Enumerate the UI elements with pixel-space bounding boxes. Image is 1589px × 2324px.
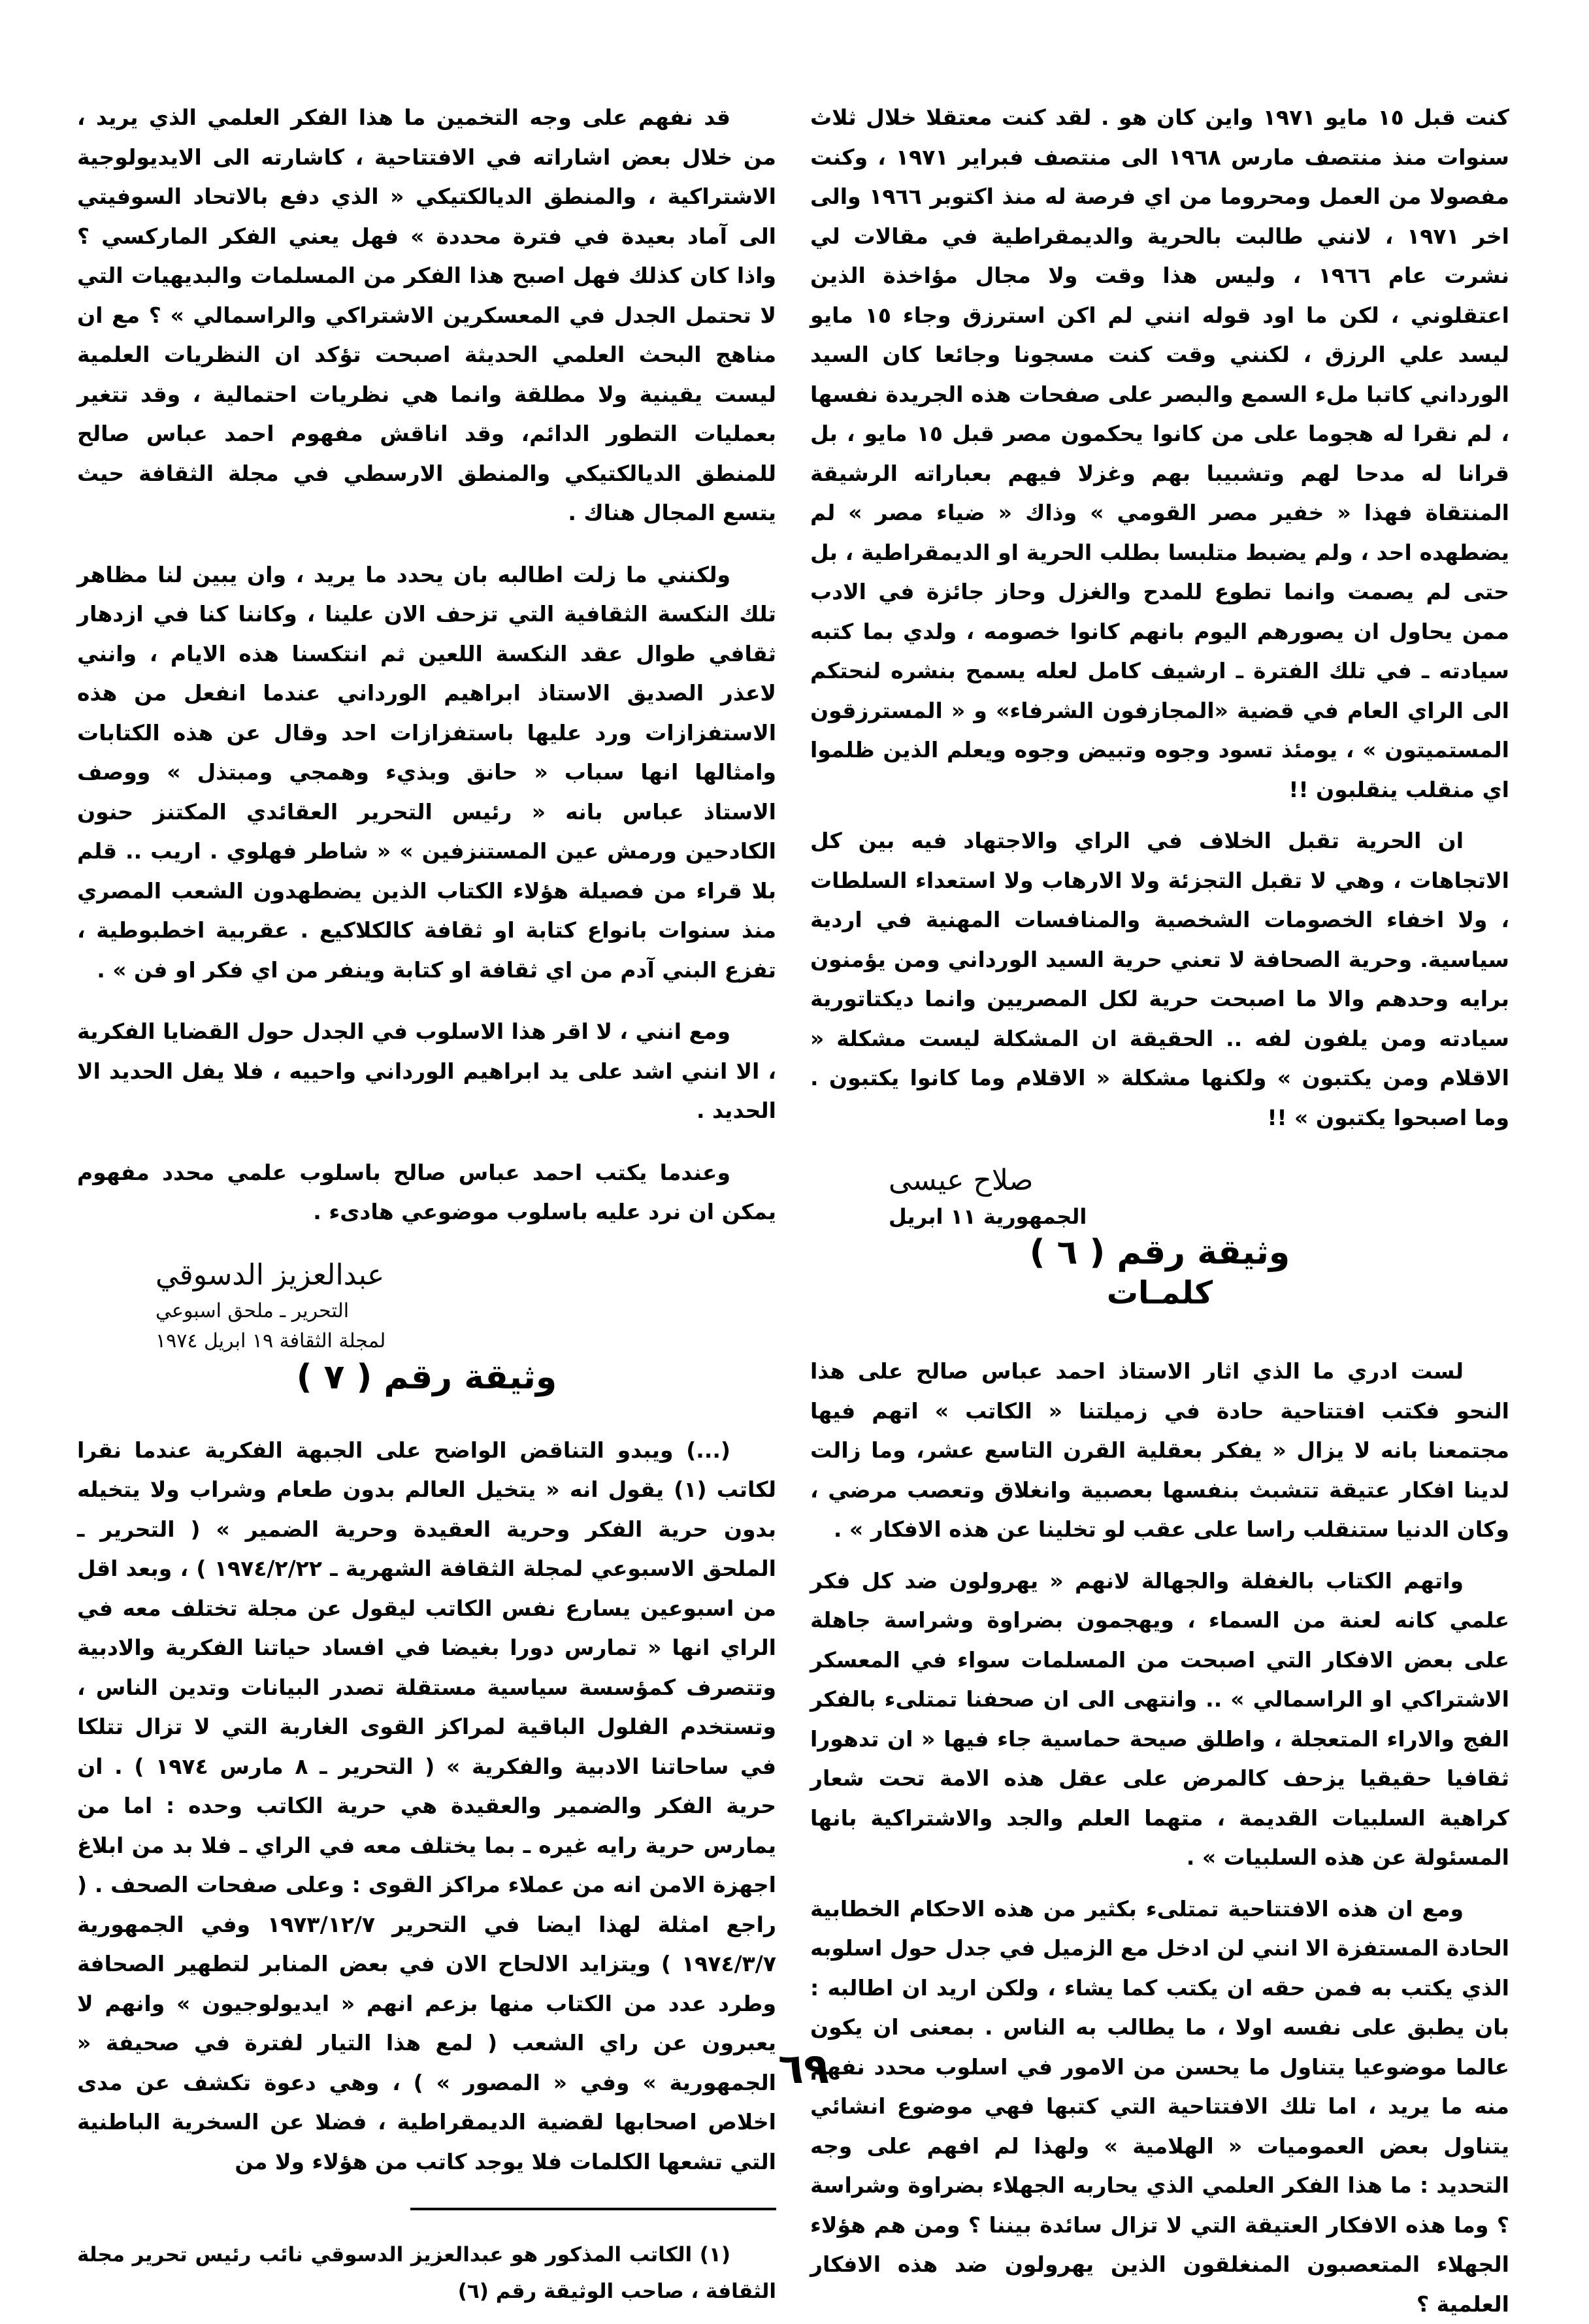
- article-paragraph: لست ادري ما الذي اثار الاستاذ احمد عباس صالح على هذا النحو فكتب افتتاحية حادة في زميلتنا « الكاتب » اتهم فيها مجتمعنا بانه لا يزال « يفكر بعقلية القرن التاسع عشر، وما زالت لدينا افكار عتيقة تتشبث بنفسها بعصبية وانغلاق وتعصب مرضي ، وكان الدنيا ستنقلب راسا على عقب لو تخلينا عن هذه الافكار » .: [810, 1352, 1509, 1550]
- left-column: [77, 98, 776, 2310]
- signature-source: الجمهورية ١١ ابريل: [889, 1202, 1509, 1232]
- document-6-heading: وثيقة رقم ( ٦ ): [810, 1232, 1509, 1273]
- document-7-heading: وثيقة رقم ( ٧ ): [77, 1356, 776, 1398]
- article-paragraph: قد نفهم على وجه التخمين ما هذا الفكر العلمي الذي يريد ، من خلال بعض اشاراته في الافتتاحية ، كاشارته الى الايديولوجية الاشتراكية ، والمنطق الديالكتيكي « الذي دفع بالاتحاد السوفيتي الى آماد بعيدة في فترة محددة » فهل يعني الفكر الماركسي ؟ واذا كان كذلك فهل اصبح هذا الفكر من المسلمات والبديهيات التي لا تحتمل الجدل في المعسكرين الاشتراكي والراسمالي » ؟ مع ان مناهج البحث العلمي الحديثة اصبحت تؤكد ان النظريات العلمية ليست يقينية ولا مطلقة وانما هي نظريات احتمالية ، وقد تتغير بعمليات التطور الدائم، وقد اناقش مفهوم احمد عباس صالح للمنطق الديالكتيكي والمنطق الارسطي في مجلة الثقافة حيث يتسع المجال هناك .: [77, 98, 776, 533]
- article-paragraph: ومع ان هذه الافتتاحية تمتلىء بكثير من هذه الاحكام الخطابية الحادة المستفزة الا انني لن ادخل مع الزميل في جدل حول اسلوبه الذي يكتب به فمن حقه ان يكتب كما يشاء ، ولكن اريد ان اطالبه : بان يطبق على نفسه اولا ، ما يطالب به الناس . بمعنى ان يكون عالما موضوعيا يتناول ما يحسن من الامور في اسلوب محدد نفهم منه ما يريد ، اما تلك الافتتاحية التي كتبها فهي موضوع انشائي يتناول بعض العموميات « الهلامية » ولهذا لم افهم على وجه التحديد : ما هذا الفكر العلمي الذي يحاربه الجهلاء بضراوة وشراسة ؟ وما هذه الافكار العتيقة التي لا تزال سائدة بيننا ؟ ومن هم هؤلاء الجهلاء المتعصبون المنغلقون الذين يهرولون ضد هذه الافكار العلمية ؟: [810, 1890, 1509, 2324]
- footnote-divider: [410, 2208, 776, 2210]
- right-column: [810, 98, 1509, 2324]
- article-paragraph: واتهم الكتاب بالغفلة والجهالة لانهم « يهرولون ضد كل فكر علمي كانه لعنة من السماء ، ويهجمون بضراوة وشراسة جاهلة على بعض الافكار التي اصبحت من المسلمات سواء في المعسكر الاشتراكي او الراسمالي » .. وانتهى الى ان صحفنا تمتلىء بالفكر الفج والاراء المتعجلة ، واطلق صيحة حماسية جاء فيها « ان تدهورا ثقافيا حقيقيا يزحف كالمرض على عقل هذه الامة تحت شعار كراهية السلبيات القديمة ، متهما العلم والجد والاشتراكية بانها المسئولة عن هذه السلبيات » .: [810, 1562, 1509, 1878]
- article-paragraph: (...) ويبدو التناقض الواضح على الجبهة الفكرية عندما نقرا لكاتب (١) يقول انه « يتخيل العالم بدون طعام وشراب ولا يتخيله بدون حرية الفكر وحرية العقيدة وحرية الضمير » ( التحرير ـ الملحق الاسبوعي لمجلة الثقافة الشهرية ـ ١٩٧٤/٢/٢٢ ) ، وبعد اقل من اسبوعين يسارع نفس الكاتب ليقول عن مجلة تختلف معه في الراي انها « تمارس دورا بغيضا في افساد حياتنا الفكرية والادبية وتتصرف كمؤسسة سياسية مستقلة تصدر البيانات وتدين الناس ، وتستخدم الفلول الباقية لمراكز القوى الغاربة التي لا تزال تتلكا في ساحاتنا الادبية والفكرية » ( التحرير ـ ٨ مارس ١٩٧٤ ) . ان حرية الفكر والضمير والعقيدة هي حرية الكاتب وحده : اما من يمارس حرية رايه غيره ـ بما يختلف معه في الراي ـ فلا بد من ابلاغ اجهزة الامن انه من عملاء مراكز القوى : وعلى صفحات الصحف . ( راجع امثلة لهذا ايضا في التحرير ١٩٧٣/١٢/٧ وفي الجمهورية ١٩٧٤/٣/٧ ) ويتزايد الالحاح الان في بعض المنابر لتطهير الصحافة وطرد عدد من الكتاب منها بزعم انهم « ايديولوجيون » وانهم لا يعبرون عن راي الشعب ( لمع هذا التيار لفترة في صحيفة « الجمهورية » وفي « المصور » ) ، وهي دعوة تكشف عن مدى اخلاص اصحابها لقضية الديمقراطية ، فضلا عن السخرية الباطنية التي تشعها الكلمات فلا يوجد كاتب من هؤلاء ولا من: [77, 1431, 776, 2182]
- document-6-subheading: كلمـات: [810, 1273, 1509, 1313]
- signature-author: صلاح عيسى: [889, 1160, 1509, 1202]
- footnote: (١) الكاتب المذكور هو عبدالعزيز الدسوقي نائب رئيس تحرير مجلة الثقافة ، صاحب الوثيقة رقم (٦): [77, 2236, 776, 2310]
- signature-block: [810, 1160, 1509, 1232]
- page-number: ٦٩: [771, 2045, 836, 2093]
- article-paragraph: ولكنني ما زلت اطالبه بان يحدد ما يريد ، وان يبين لنا مظاهر تلك النكسة الثقافية التي تزحف الان علينا ، وكاننا كنا في ازدهار ثقافي طوال عقد النكسة اللعين ثم انتكسنا هذه الايام ، وانني لاعذر الصديق الاستاذ ابراهيم الورداني عندما انفعل من هذه الاستفزازات ورد عليها باستفزازات احد وقال عن هذه الكتابات وامثالها انها سباب « حانق وبذيء وهمجي ومبتذل » ووصف الاستاذ عباس بانه « رئيس التحرير العقائدي المكتنز حنون الكادحين ورمش عين المستنزفين » « شاطر فهلوي . اريب .. قلم بلا قراء من فصيلة هؤلاء الكتاب الذين يضطهدون الشعب المصري منذ سنوات بانواع كتابة او ثقافة كالكلاكيع . عقربية اخطبوطية ، تفزع البني آدم من اي ثقافة او كتابة وينفر من اي فكر او فن » .: [77, 555, 776, 990]
- signature-publication: التحرير ـ ملحق اسبوعي: [156, 1296, 776, 1326]
- article-paragraph: ان الحرية تقبل الخلاف في الراي والاجتهاد فيه بين كل الاتجاهات ، وهي لا تقبل التجزئة ولا الارهاب ولا استعداء السلطات ، ولا اخفاء الخصومات الشخصية والمنافسات المهنية في اردية سياسية. وحرية الصحافة لا تعني حرية السيد الورداني ومن يؤمنون برايه وحدهم والا ما اصبحت حرية لكل المصريين وانما ديكتاتورية سيادته ومن يلفون لفه .. الحقيقة ان المشكلة ليست مشكلة « الاقلام ومن يكتبون » ولكنها مشكلة « الاقلام وما كانوا يكتبون . وما اصبحوا يكتبون » !!: [810, 821, 1509, 1137]
- article-paragraph: كنت قبل ١٥ مايو ١٩٧١ واين كان هو . لقد كنت معتقلا خلال ثلاث سنوات منذ منتصف مارس ١٩٦٨ الى منتصف فبراير ١٩٧١ ، وكنت مفصولا من العمل ومحروما من اي فرصة له منذ اكتوبر ١٩٦٦ والى اخر ١٩٧١ ، لانني طالبت بالحرية والديمقراطية في مقالات لي نشرت عام ١٩٦٦ ، وليس هذا وقت ولا مجال مؤاخذة الذين اعتقلوني ، لكن ما اود قوله انني لم اكن استرزق وجاء ١٥ مايو ليسد علي الرزق ، لكنني وقت كنت مسجونا وجائعا كان السيد الورداني كاتبا ملء السمع والبصر على صفحات هذه الجريدة نفسها ، لم نقرا له هجوما على من كانوا يحكمون مصر قبل ١٥ مايو ، بل قرانا له مدحا لهم وتشبيبا بهم وغزلا فيهم بعباراته الرشيقة المنتقاة فهذا « خفير مصر القومي » وذاك « ضياء مصر » لم يضطهده احد ، ولم يضبط متلبسا بطلب الحرية او الديمقراطية ، بل حتى لم يصمت وانما تطوع للمدح والغزل وحاز جائزة في الادب ممن يحاول ان يصورهم اليوم بانهم كانوا خصومه ، ولدي بما كتبه سيادته ـ في تلك الفترة ـ ارشيف كامل لعله يسمح بنشره لنحتكم الى الراي العام في قضية «المجازفون الشرفاء» و « المسترزقون المستميتون » ، يومئذ تسود وجوه وتبيض وجوه ويعلم الذين ظلموا اي منقلب ينقلبون !!: [810, 98, 1509, 810]
- article-paragraph: ومع انني ، لا اقر هذا الاسلوب في الجدل حول القضايا الفكرية ، الا انني اشد على يد ابراهيم الورداني واحييه ، فلا يفل الحديد الا الحديد .: [77, 1012, 776, 1131]
- signature-block: [77, 1254, 776, 1356]
- signature-source: لمجلة الثقافة ١٩ ابريل ١٩٧٤: [156, 1326, 776, 1356]
- signature-author: عبدالعزيز الدسوقي: [156, 1254, 776, 1296]
- article-paragraph: وعندما يكتب احمد عباس صالح باسلوب علمي محدد مفهوم يمكن ان نرد عليه باسلوب موضوعي هادىء .: [77, 1153, 776, 1232]
